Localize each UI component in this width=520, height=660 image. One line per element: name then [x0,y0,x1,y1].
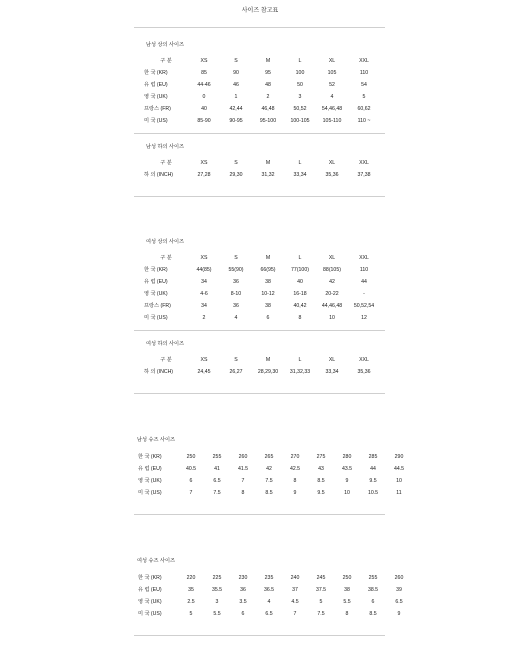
men-bottoms-table [144,157,380,181]
row-label: 미 국 (US) [144,118,168,124]
row-label: 구 분 [160,58,172,64]
table-cell: XXL [359,58,369,64]
table-cell: 39 [396,587,402,593]
table-cell: 260 [394,575,404,581]
table-cell: 4 [234,315,238,321]
men-shoes-table [138,451,412,499]
table-row [144,157,380,169]
row-label: 유 럽 (EU) [144,279,168,285]
table-row [144,354,380,366]
section-title-men-bottoms: 남성 하의 사이즈 [146,144,184,150]
table-row [138,451,412,463]
divider [134,133,385,134]
table-row [138,596,412,608]
table-cell: M [265,255,271,261]
table-row [144,79,380,91]
table-cell: 10-12 [261,291,275,297]
table-cell: S [234,255,238,261]
table-cell: 8.5 [369,611,377,617]
table-cell: 77(100) [291,267,309,273]
table-cell: 3 [298,94,302,100]
row-label: 영 국 (UK) [144,291,168,297]
table-cell: 35.5 [211,587,223,593]
table-cell: 8 [241,490,245,496]
table-cell: 46 [233,82,239,88]
table-cell: 110 [359,70,369,76]
table-cell: 275 [316,454,326,460]
table-cell: 100-105 [290,118,310,124]
table-cell: 34 [201,303,207,309]
section-title-men-tops: 남성 상의 사이즈 [146,42,184,48]
table-cell: 110 [359,267,369,273]
table-cell: 36 [240,587,246,593]
table-cell: 285 [368,454,378,460]
table-cell: M [265,160,271,166]
row-label: 한 국 (KR) [138,454,162,460]
table-cell: 6 [371,599,375,605]
table-cell: 60,62 [357,106,371,112]
table-cell: 6 [189,478,193,484]
table-row [144,252,380,264]
table-row [144,312,380,324]
table-cell: 55(90) [228,267,244,273]
section-title-women-tops: 여성 상의 사이즈 [146,239,184,245]
table-cell: 28,29,30 [257,369,279,375]
table-cell: 10 [396,478,402,484]
table-cell: XL [328,255,336,261]
row-label: 한 국 (KR) [144,70,168,76]
table-cell: 6 [241,611,245,617]
table-cell: 12 [361,315,367,321]
table-cell: 40.5 [185,466,197,472]
table-cell: 255 [368,575,378,581]
women-shoes-table [138,572,412,620]
table-cell: 265 [264,454,274,460]
table-cell: 40 [201,106,207,112]
table-cell: 38.5 [367,587,379,593]
divider [134,27,385,28]
row-label: 영 국 (UK) [138,599,162,605]
table-cell: 260 [238,454,248,460]
table-cell: 35 [188,587,194,593]
table-cell: 85 [201,70,207,76]
table-row [138,475,412,487]
table-cell: M [265,58,271,64]
table-cell: 2 [202,315,206,321]
table-cell: XL [328,58,336,64]
table-cell: 31,32,33 [289,369,311,375]
table-cell: 8 [298,315,302,321]
row-label: 구 분 [160,160,172,166]
table-cell: 3.5 [239,599,247,605]
table-cell: 26,27 [229,369,243,375]
row-label: 유 럽 (EU) [144,82,168,88]
table-row [138,584,412,596]
table-cell: 29,30 [229,172,243,178]
table-cell: 110 ~ [357,118,371,124]
table-cell: 43.5 [341,466,353,472]
row-label: 하 의 (INCH) [144,369,174,375]
table-cell: M [265,357,271,363]
table-cell: 250 [186,454,196,460]
table-cell: 40 [297,279,303,285]
table-cell: 5 [189,611,193,617]
table-cell: 2 [266,94,270,100]
row-label: 미 국 (US) [144,315,168,321]
table-cell: 6 [266,315,270,321]
table-cell: 35,36 [357,369,371,375]
table-cell: 9 [345,478,349,484]
table-cell: XS [200,58,208,64]
table-cell: 44,46,48 [321,303,343,309]
table-cell: 1 [234,94,238,100]
table-cell: L [298,357,302,363]
table-cell: 38 [265,303,271,309]
table-cell: XXL [359,160,369,166]
table-cell: 20-22 [325,291,339,297]
table-cell: 9 [293,490,297,496]
table-row [144,67,380,79]
row-label: 구 분 [160,255,172,261]
table-cell: 240 [290,575,300,581]
table-cell: XL [328,357,336,363]
table-cell: 3 [215,599,219,605]
table-cell: 8-10 [230,291,242,297]
table-cell: 37 [292,587,298,593]
table-cell: XS [200,255,208,261]
row-label: 한 국 (KR) [144,267,168,273]
table-cell: 95 [265,70,271,76]
table-cell: - [363,291,365,297]
table-cell: 10 [344,490,350,496]
table-cell: 16-18 [293,291,307,297]
row-label: 한 국 (KR) [138,575,162,581]
row-label: 구 분 [160,357,172,363]
table-cell: 41 [214,466,220,472]
table-row [144,103,380,115]
table-cell: 43 [318,466,324,472]
table-cell: S [234,58,238,64]
row-label: 영 국 (UK) [144,94,168,100]
table-cell: 5.5 [343,599,351,605]
table-cell: 9 [397,611,401,617]
table-cell: 7 [189,490,193,496]
row-label: 유 럽 (EU) [138,587,162,593]
row-label: 영 국 (UK) [138,478,162,484]
table-row [138,572,412,584]
table-cell: 100 [295,70,305,76]
divider [134,393,385,394]
table-cell: 245 [316,575,326,581]
table-cell: 95-100 [259,118,277,124]
table-cell: 66(95) [260,267,276,273]
row-label: 프랑스 (FR) [144,303,171,309]
row-label: 하 의 (INCH) [144,172,174,178]
table-cell: 290 [394,454,404,460]
table-cell: XS [200,357,208,363]
table-cell: 27,28 [197,172,211,178]
table-cell: 5 [362,94,366,100]
table-cell: 4 [267,599,271,605]
table-cell: 225 [212,575,222,581]
table-cell: 255 [212,454,222,460]
table-cell: 35,36 [325,172,339,178]
table-row [138,487,412,499]
table-cell: 50 [297,82,303,88]
row-label: 미 국 (US) [138,490,162,496]
table-cell: 50,52 [293,106,307,112]
table-row [144,169,380,181]
table-row [144,366,380,378]
table-cell: 42.5 [289,466,301,472]
table-cell: 4.5 [291,599,299,605]
table-cell: 280 [342,454,352,460]
table-cell: 105-110 [322,118,342,124]
table-row [144,55,380,67]
table-cell: 0 [202,94,206,100]
table-cell: 36 [233,303,239,309]
table-cell: XXL [359,255,369,261]
table-cell: XXL [359,357,369,363]
row-label: 유 럽 (EU) [138,466,162,472]
table-cell: 7.5 [317,611,325,617]
table-cell: 8 [345,611,349,617]
table-cell: 40,42 [293,303,307,309]
table-cell: 6.5 [265,611,273,617]
table-cell: 90-95 [229,118,243,124]
table-row [144,264,380,276]
section-title-men-shoes: 남성 슈즈 사이즈 [137,437,175,443]
table-cell: 9.5 [369,478,377,484]
table-cell: 5 [319,599,323,605]
table-cell: 220 [186,575,196,581]
table-cell: 44 [361,279,367,285]
table-cell: 6.5 [213,478,221,484]
table-cell: 46,48 [261,106,275,112]
table-cell: 250 [342,575,352,581]
table-cell: 5.5 [213,611,221,617]
table-cell: 88(105) [323,267,341,273]
table-cell: 33,34 [293,172,307,178]
table-cell: 7.5 [213,490,221,496]
table-cell: 37.5 [315,587,327,593]
table-cell: L [298,58,302,64]
table-cell: 6.5 [395,599,403,605]
table-cell: S [234,357,238,363]
table-cell: 48 [265,82,271,88]
page-title: 사이즈 참고표 [241,8,279,14]
men-tops-table [144,55,380,127]
divider [134,635,385,636]
table-cell: 54,46,48 [321,106,343,112]
table-cell: 105 [327,70,337,76]
table-row [144,91,380,103]
divider [134,196,385,197]
table-cell: 11 [396,490,402,496]
table-row [138,608,412,620]
divider [134,514,385,515]
table-cell: 8.5 [265,490,273,496]
table-row [144,300,380,312]
table-cell: 8.5 [317,478,325,484]
women-bottoms-table [144,354,380,378]
table-row [144,115,380,127]
table-cell: 38 [265,279,271,285]
row-label: 프랑스 (FR) [144,106,171,112]
table-cell: 9.5 [317,490,325,496]
table-cell: 270 [290,454,300,460]
table-row [144,288,380,300]
table-cell: 4-6 [200,291,208,297]
table-cell: 24,45 [197,369,211,375]
table-cell: 37,38 [357,172,371,178]
table-cell: L [298,160,302,166]
table-cell: 38 [344,587,350,593]
table-cell: 44.5 [393,466,405,472]
section-title-women-shoes: 여성 슈즈 사이즈 [137,558,175,564]
table-cell: 36 [233,279,239,285]
table-cell: 52 [329,82,335,88]
table-row [138,463,412,475]
table-row [144,276,380,288]
table-cell: 230 [238,575,248,581]
table-cell: 7.5 [265,478,273,484]
table-cell: 54 [361,82,367,88]
table-cell: 41.5 [237,466,249,472]
table-cell: 235 [264,575,274,581]
table-cell: XS [200,160,208,166]
table-cell: 31,32 [261,172,275,178]
table-cell: 50,52,54 [353,303,375,309]
table-cell: L [298,255,302,261]
table-cell: 7 [241,478,245,484]
table-cell: 8 [293,478,297,484]
table-cell: 33,34 [325,369,339,375]
row-label: 미 국 (US) [138,611,162,617]
table-cell: 44 [370,466,376,472]
table-cell: 42 [329,279,335,285]
table-cell: 10.5 [367,490,379,496]
table-cell: 44-46 [197,82,211,88]
table-cell: 44(85) [196,267,212,273]
divider [134,330,385,331]
table-cell: XL [328,160,336,166]
table-cell: 42,44 [229,106,243,112]
table-cell: S [234,160,238,166]
table-cell: 4 [330,94,334,100]
table-cell: 2.5 [187,599,195,605]
table-cell: 42 [266,466,272,472]
section-title-women-bottoms: 여성 하의 사이즈 [146,341,184,347]
women-tops-table [144,252,380,324]
table-cell: 90 [233,70,239,76]
table-cell: 36.5 [263,587,275,593]
table-cell: 7 [293,611,297,617]
table-cell: 10 [329,315,335,321]
table-cell: 34 [201,279,207,285]
table-cell: 85-90 [197,118,211,124]
